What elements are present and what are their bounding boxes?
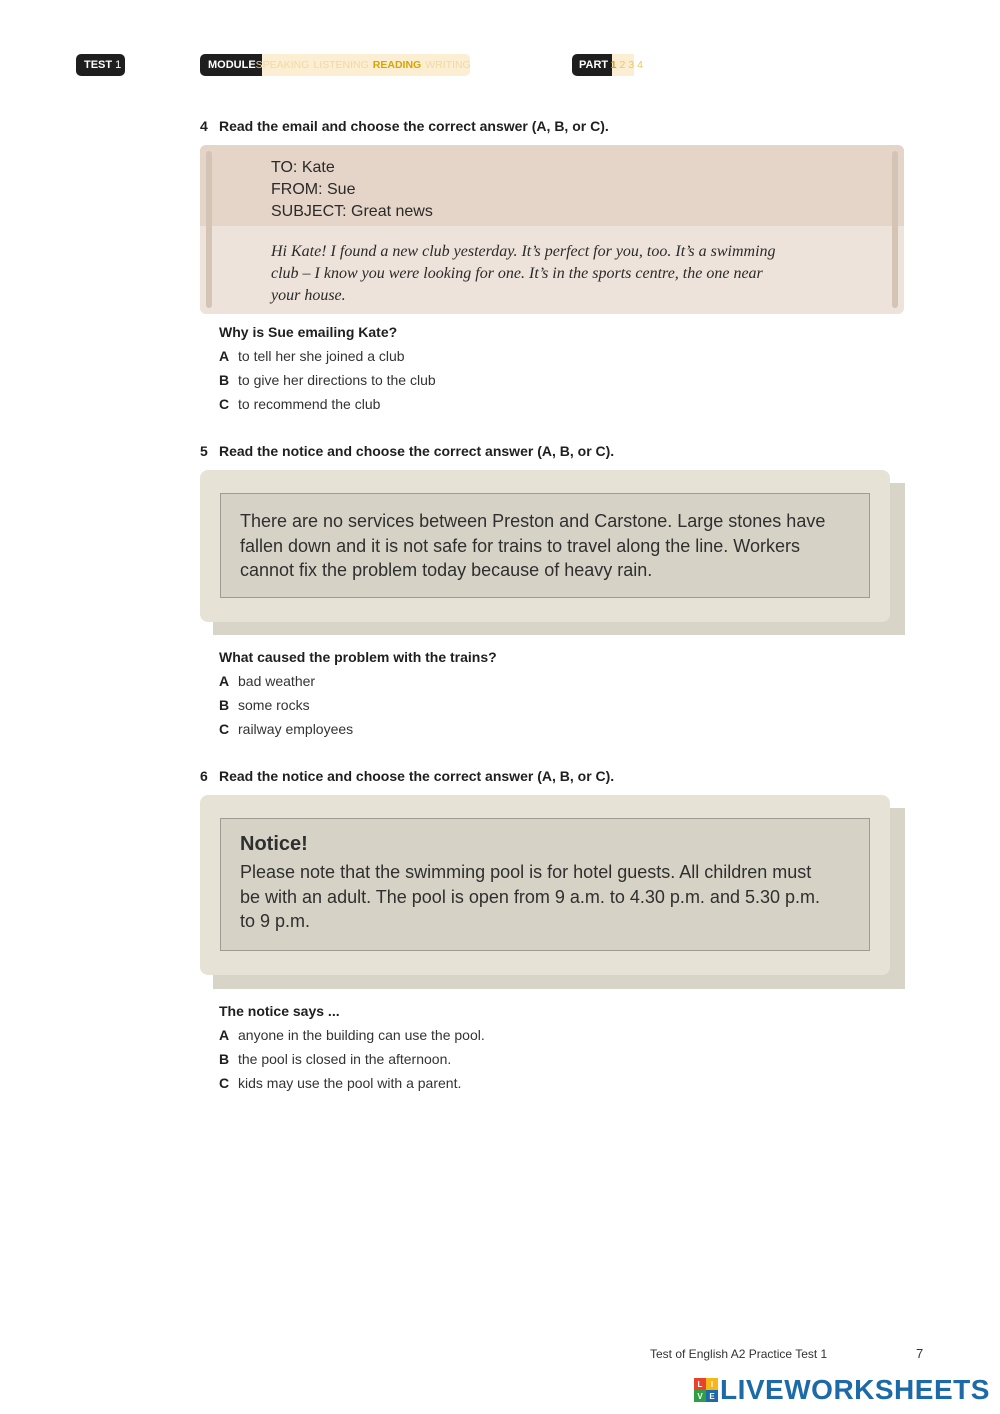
option-text: to tell her she joined a club (238, 348, 405, 364)
footer-title: Test of English A2 Practice Test 1 (650, 1347, 828, 1361)
test-tab (76, 54, 125, 76)
email-to: TO: Kate (271, 159, 335, 176)
question-instruction: Read the notice and choose the correct answer (A, B, or C). (219, 768, 615, 784)
question-number: 6 (200, 768, 208, 784)
brand-name: LIVEWORKSHEETS (720, 1374, 990, 1405)
option-letter: B (219, 372, 230, 388)
option-c[interactable] (219, 1071, 485, 1095)
liveworksheets-logo[interactable] (694, 1374, 990, 1406)
notice-6-text (240, 860, 850, 934)
option-letter: C (219, 396, 230, 412)
question-6-options (219, 1023, 485, 1095)
part-tab (572, 54, 646, 76)
option-letter: A (219, 1027, 230, 1043)
option-text: bad weather (238, 673, 316, 689)
notice-line: be with an adult. The pool is open from 9 a.m. to 4.30 p.m. and 5.30 p.m. (240, 886, 821, 907)
notice-5-panel (220, 493, 870, 598)
option-a[interactable] (219, 1023, 485, 1047)
option-b[interactable] (219, 368, 436, 392)
option-text: to recommend the club (238, 396, 381, 412)
option-text: railway employees (238, 721, 354, 737)
email-body-line: club – I know you were looking for one. It’s in the sports centre, the one near (271, 265, 763, 282)
notice-6-title: Notice! (240, 833, 308, 855)
email-body (271, 241, 831, 307)
notice-6-panel (220, 818, 870, 951)
notice-5-text (240, 509, 850, 583)
email-edge-left (206, 151, 212, 308)
email-edge-right (892, 151, 898, 308)
module-speaking: SPEAKING (255, 59, 310, 71)
question-6-heading (200, 768, 614, 784)
question-4-options (219, 344, 436, 416)
test-number: 1 (115, 59, 122, 71)
question-4-heading (200, 118, 609, 134)
notice-line: Please note that the swimming pool is for hotel guests. All children must (240, 862, 812, 882)
logo-letter: I (706, 1378, 718, 1390)
option-letter: B (219, 1051, 230, 1067)
notice-line: fallen down and it is not safe for trains to travel along the line. Workers (240, 535, 800, 556)
question-instruction: Read the email and choose the correct answer (A, B, or C). (219, 118, 609, 134)
logo-letter: V (694, 1390, 706, 1402)
option-letter: A (219, 673, 230, 689)
option-text: kids may use the pool with a parent. (238, 1075, 462, 1091)
module-reading: READING (372, 59, 422, 71)
option-a[interactable] (219, 669, 353, 693)
option-text: the pool is closed in the afternoon. (238, 1051, 452, 1067)
notice-line: cannot fix the problem today because of heavy rain. (240, 560, 653, 580)
notice-line: to 9 p.m. (240, 911, 311, 931)
option-text: to give her directions to the club (238, 372, 436, 388)
option-letter: B (219, 697, 230, 713)
email-from: FROM: Sue (271, 181, 356, 198)
part-3: 3 (628, 59, 635, 71)
module-listening: LISTENING (313, 59, 369, 71)
email-body-line: your house. (271, 287, 346, 304)
question-5-heading (200, 443, 614, 459)
option-a[interactable] (219, 344, 436, 368)
part-2: 2 (619, 59, 626, 71)
email-body-line: Hi Kate! I found a new club yesterday. It’s perfect for you, too. It’s a swimming (271, 243, 776, 260)
email-subject: SUBJECT: Great news (271, 203, 433, 220)
question-5-stem: What caused the problem with the trains? (219, 649, 497, 665)
question-number: 4 (200, 118, 208, 134)
logo-letter: L (694, 1378, 706, 1390)
option-letter: A (219, 348, 230, 364)
part-1: 1 (610, 59, 617, 71)
question-6-stem: The notice says ... (219, 1003, 340, 1019)
module-writing: WRITING (425, 59, 471, 71)
option-letter: C (219, 1075, 230, 1091)
email-fields (271, 157, 433, 223)
question-number: 5 (200, 443, 208, 459)
logo-grid-icon (694, 1378, 718, 1402)
question-4-stem: Why is Sue emailing Kate? (219, 324, 398, 340)
notice-box-6 (200, 795, 890, 975)
logo-letter: E (706, 1390, 718, 1402)
option-text: anyone in the building can use the pool. (238, 1027, 485, 1043)
part-4: 4 (637, 59, 643, 71)
module-tab (200, 54, 470, 76)
option-c[interactable] (219, 392, 436, 416)
notice-line: There are no services between Preston and Carstone. Large stones have (240, 511, 826, 531)
module-label: MODULE (208, 59, 256, 71)
email-box (200, 145, 904, 314)
option-b[interactable] (219, 693, 353, 717)
notice-box-5 (200, 470, 890, 622)
part-label: PART (579, 59, 609, 71)
question-5-options (219, 669, 353, 741)
option-text: some rocks (238, 697, 310, 713)
test-label: TEST (84, 59, 113, 71)
option-c[interactable] (219, 717, 353, 741)
option-b[interactable] (219, 1047, 485, 1071)
question-instruction: Read the notice and choose the correct answer (A, B, or C). (219, 443, 615, 459)
page-number: 7 (916, 1346, 924, 1361)
option-letter: C (219, 721, 230, 737)
